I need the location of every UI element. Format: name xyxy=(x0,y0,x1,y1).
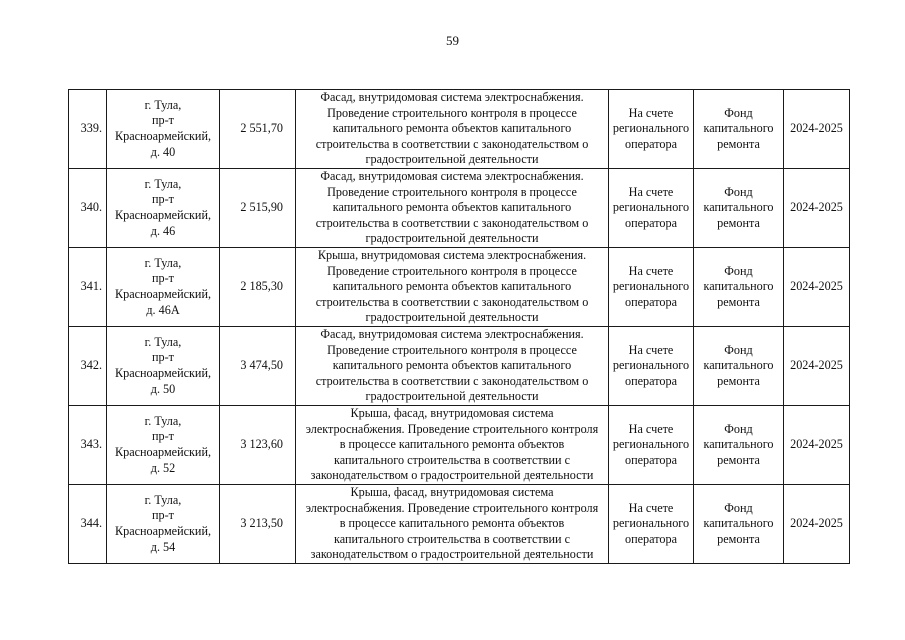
area-cell: 3 474,50 xyxy=(220,327,296,406)
period-cell: 2024-2025 xyxy=(784,485,850,564)
row-number: 344. xyxy=(69,485,107,564)
account-cell: На счете регионального оператора xyxy=(609,90,694,169)
funding-source-cell: Фонд капитального ремонта xyxy=(694,485,784,564)
work-description-cell: Фасад, внутридомовая система электроснабжения. Проведение строительного контроля в процессе капитального ремонта объектов капитального строительства в соответствии с законодательством о градостроительной деятельности xyxy=(296,90,609,169)
work-description-cell: Крыша, фасад, внутридомовая система электроснабжения. Проведение строительного контроля в процессе капитального ремонта объектов капитального строительства в соответствии с законодательством о градостроительной деятельности xyxy=(296,406,609,485)
area-cell: 2 515,90 xyxy=(220,169,296,248)
funding-source-cell: Фонд капитального ремонта xyxy=(694,90,784,169)
period-cell: 2024-2025 xyxy=(784,90,850,169)
work-description-cell: Крыша, внутридомовая система электроснабжения. Проведение строительного контроля в процессе капитального ремонта объектов капитального строительства в соответствии с законодательством о градостроительной деятельности xyxy=(296,248,609,327)
row-number: 341. xyxy=(69,248,107,327)
address-cell: г. Тула, пр-т Красноармейский, д. 50 xyxy=(107,327,220,406)
account-cell: На счете регионального оператора xyxy=(609,248,694,327)
period-cell: 2024-2025 xyxy=(784,248,850,327)
table-row xyxy=(69,169,850,248)
address-cell: г. Тула, пр-т Красноармейский, д. 52 xyxy=(107,406,220,485)
row-number: 339. xyxy=(69,90,107,169)
row-number: 342. xyxy=(69,327,107,406)
table-row xyxy=(69,90,850,169)
account-cell: На счете регионального оператора xyxy=(609,327,694,406)
area-cell: 2 185,30 xyxy=(220,248,296,327)
row-number: 343. xyxy=(69,406,107,485)
account-cell: На счете регионального оператора xyxy=(609,485,694,564)
period-cell: 2024-2025 xyxy=(784,406,850,485)
funding-source-cell: Фонд капитального ремонта xyxy=(694,248,784,327)
page-number: 59 xyxy=(446,33,459,48)
table-row xyxy=(69,248,850,327)
row-number: 340. xyxy=(69,169,107,248)
work-description-cell: Крыша, фасад, внутридомовая система электроснабжения. Проведение строительного контроля в процессе капитального ремонта объектов капитального строительства в соответствии с законодательством о градостроительной деятельности xyxy=(296,485,609,564)
area-cell: 3 213,50 xyxy=(220,485,296,564)
account-cell: На счете регионального оператора xyxy=(609,406,694,485)
address-cell: г. Тула, пр-т Красноармейский, д. 46 xyxy=(107,169,220,248)
funding-source-cell: Фонд капитального ремонта xyxy=(694,327,784,406)
area-cell: 3 123,60 xyxy=(220,406,296,485)
address-cell: г. Тула, пр-т Красноармейский, д. 54 xyxy=(107,485,220,564)
area-cell: 2 551,70 xyxy=(220,90,296,169)
table-row xyxy=(69,406,850,485)
repair-program-table xyxy=(68,89,850,564)
funding-source-cell: Фонд капитального ремонта xyxy=(694,169,784,248)
funding-source-cell: Фонд капитального ремонта xyxy=(694,406,784,485)
address-cell: г. Тула, пр-т Красноармейский, д. 46А xyxy=(107,248,220,327)
work-description-cell: Фасад, внутридомовая система электроснабжения. Проведение строительного контроля в процессе капитального ремонта объектов капитального строительства в соответствии с законодательством о градостроительной деятельности xyxy=(296,327,609,406)
period-cell: 2024-2025 xyxy=(784,327,850,406)
work-description-cell: Фасад, внутридомовая система электроснабжения. Проведение строительного контроля в процессе капитального ремонта объектов капитального строительства в соответствии с законодательством о градостроительной деятельности xyxy=(296,169,609,248)
table-row xyxy=(69,327,850,406)
account-cell: На счете регионального оператора xyxy=(609,169,694,248)
table-row xyxy=(69,485,850,564)
period-cell: 2024-2025 xyxy=(784,169,850,248)
address-cell: г. Тула, пр-т Красноармейский, д. 40 xyxy=(107,90,220,169)
